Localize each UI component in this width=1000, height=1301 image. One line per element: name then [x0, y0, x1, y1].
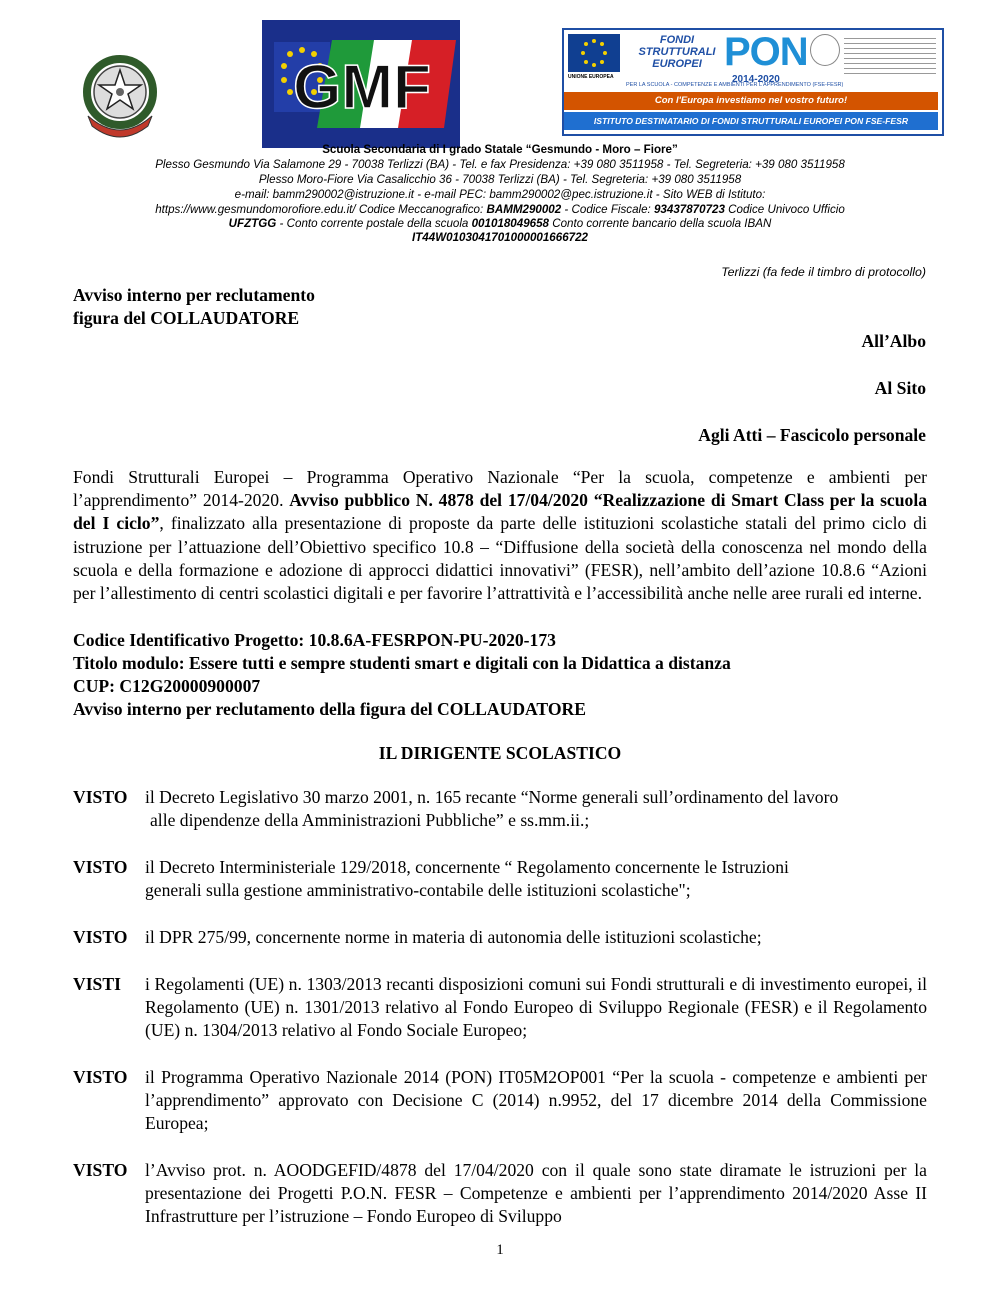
clause-text: il Programma Operativo Nazionale 2014 (PON) IT05M2OP001 “Per la scuola - competenze e ambienti per l’apprendimento” approvato con Decisione C (2014) n.9952, del 17 dicembre 2014 della Commissione Europea; — [145, 1067, 927, 1134]
gmf-school-logo-icon — [262, 20, 460, 148]
postal-account: 001018049658 — [471, 217, 549, 230]
recipient-albo: All’Albo — [861, 331, 926, 351]
mecc-code: BAMM290002 — [486, 203, 562, 216]
school-name: Scuola Secondaria di I grado Statale “Gesmundo - Moro – Fiore” — [322, 143, 678, 156]
website-text: https://www.gesmundomorofiore.edu.it/ Codice Meccanografico: — [155, 203, 487, 216]
project-code: Codice Identificativo Progetto: 10.8.6A-FESRPON-PU-2020-173 — [73, 630, 556, 650]
contact-emails-line: e-mail: bamm290002@istruzione.it - e-mail PEC: bamm290002@pec.istruzione.it - Sito WEB di Istituto: — [234, 188, 766, 201]
account-line — [60, 217, 940, 232]
postal-label: - Conto corrente postale della scuola — [276, 217, 472, 230]
clause-text: il Decreto Legislativo 30 marzo 2001, n. 165 recante “Norme generali sull’ordinamento del lavoro — [145, 787, 839, 807]
address-line-gesmundo: Plesso Gesmundo Via Salamone 29 - 70038 Terlizzi (BA) - Tel. e fax Presidenza: +39 080 3511958 - Tel. Segreteria: +39 080 3511958 — [155, 158, 845, 171]
website-codes-line — [60, 203, 940, 218]
gmf-logo-text: GMF — [293, 53, 431, 122]
recipient-sito: Al Sito — [874, 378, 926, 398]
fiscal-code: 93437870723 — [653, 203, 725, 216]
pon-banner-logo — [562, 28, 944, 136]
pon-bottom-bar: ISTITUTO DESTINATARIO DI FONDI STRUTTURALI EUROPEI PON FSE-FESR — [564, 112, 938, 130]
iban-line — [60, 231, 940, 246]
pon-years: 2014-2020 — [732, 74, 780, 85]
clause-text-cont: alle dipendenze della Amministrazioni Pubbliche” e ss.mm.ii.; — [150, 810, 590, 830]
ministry-emblem-icon — [810, 34, 840, 66]
eu-flag-icon — [568, 34, 620, 72]
address-line-moro-fiore: Plesso Moro-Fiore Via Casalicchio 36 - 70038 Terlizzi (BA) - Tel. Segreteria: +39 080 3511958 — [258, 173, 742, 186]
univoco-code: UFZTGG — [228, 217, 277, 230]
pon-ue-label: UNIONE EUROPEA — [568, 74, 614, 80]
clause-text: il DPR 275/99, concernente norme in materia di autonomia delle istituzioni scolastiche; — [145, 927, 762, 947]
dirigente-heading: IL DIRIGENTE SCOLASTICO — [378, 743, 622, 763]
page-number: 1 — [496, 1242, 504, 1258]
subject-line-2: figura del COLLAUDATORE — [73, 308, 300, 328]
clause-text-cont: generali sulla gestione amministrativo-contabile delle istituzioni scolastiche"; — [145, 880, 691, 900]
subject-line-1: Avviso interno per reclutamento — [73, 285, 315, 305]
clause-text: i Regolamenti (UE) n. 1303/2013 recanti disposizioni comuni sui Fondi strutturali e di investimento europei, il Regolamento (UE) n. 1301/2013 relativo al Fondo Europeo di Sviluppo Regionale (FESR) e il Regolamento (UE) n. 1304/2013 relativo al Fondo Sociale Europeo; — [145, 974, 927, 1041]
recipient-atti: Agli Atti – Fascicolo personale — [698, 425, 926, 445]
module-title: Titolo modulo: Essere tutti e sempre studenti smart e digitali con la Didattica a distanza — [73, 653, 731, 673]
pon-subtitle: PER LA SCUOLA - COMPETENZE E AMBIENTI PER L'APPRENDIMENTO (FSE-FESR) — [626, 82, 844, 88]
iban-code: IT44W0103041701000001666722 — [412, 231, 588, 244]
intro-bold-avviso: Avviso pubblico N. 4878 del 17/04/2020 “Realizzazione di Smart Class per la scuola del I ciclo” — [73, 490, 928, 534]
clause-text: il Decreto Interministeriale 129/2018, concernente “ Regolamento concernente le Istruzioni — [145, 857, 789, 877]
date-line: Terlizzi (fa fede il timbro di protocollo) — [721, 265, 926, 279]
clause-label: VISTO — [73, 1067, 128, 1087]
pon-fondi-title: FONDI STRUTTURALI EUROPEI — [638, 34, 716, 70]
clause-text: l’Avviso prot. n. AOODGEFID/4878 del 17/04/2020 con il quale sono state diramate le istruzioni per la presentazione dei Progetti P.O.N. FESR – Competenze e ambienti per l’apprendimento 2014/2020 Asse II Infrastrutture per l’istruzione – Fondo Europeo di Sviluppo — [145, 1160, 927, 1227]
notice-line: Avviso interno per reclutamento della figura del COLLAUDATORE — [73, 699, 586, 719]
clause-label: VISTI — [73, 974, 121, 994]
intro-rest: , finalizzato alla presentazione di proposte da parte delle istituzioni scolastiche statali del primo ciclo di istruzione per l’attuazione dell’Obiettivo specifico 10.8 – “Diffusione della società della conoscenza nel mondo della scuola e della formazione e adozione di approcci didattici innovativi” (FESR), nell’ambito dell’azione 10.8.6 “Azioni per l’allestimento di centri scolastici digitali e per favorire l’attrattività e l’accessibilità anche nelle aree rurali ed interne. — [73, 513, 927, 604]
fiscal-label: - Codice Fiscale: — [561, 203, 654, 216]
iban-label: Conto corrente bancario della scuola IBAN — [548, 217, 772, 230]
intro-text: Fondi Strutturali Europei – Programma Operativo Nazionale “Per la scuola, competenze e ambienti per l’apprendimento” 2014-2020. — [73, 467, 927, 511]
clause-label: VISTO — [73, 857, 128, 877]
intro-paragraph — [73, 466, 927, 605]
clause-label: VISTO — [73, 927, 128, 947]
univoco-label: Codice Univoco Ufficio — [724, 203, 845, 216]
pon-slogan: Con l'Europa investiamo nel vostro futuro! — [564, 92, 938, 110]
clause-label: VISTO — [73, 787, 128, 807]
cup-code: CUP: C12G20000900007 — [73, 676, 261, 696]
italian-republic-emblem-icon — [80, 52, 160, 144]
clause-label: VISTO — [73, 1160, 128, 1180]
ministry-text-block — [844, 34, 936, 74]
pon-big-text: PON — [724, 30, 808, 74]
